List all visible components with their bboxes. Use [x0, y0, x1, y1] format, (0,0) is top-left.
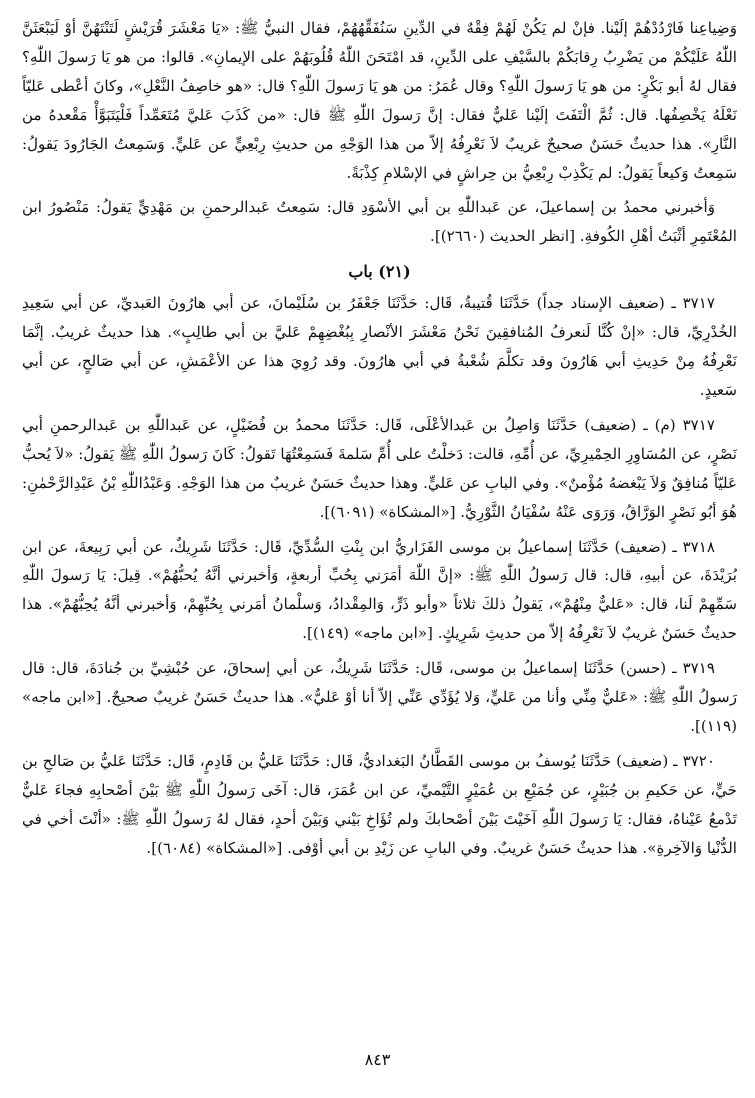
paragraph-narration-note: وَأخبرني محمدُ بن إسماعيلَ، عن عَبداللّٰهِ بن أبي الأسْوَدِ قال: سَمِعتُ عَبدالرحمنِ بن مَهْدِيٍّ يَقولُ: مَنْصُورُ ابن المُعْتَمِرِ أثْبَتُ أهْلِ الكُوفةِ. [انظر الحديث (٢٦٦٠)].: [22, 198, 737, 246]
page-number: ٨٤٣: [364, 1050, 391, 1069]
hadith-3717-m: ٣٧١٧ (م) ـ (ضعيف) حَدَّثَنَا وَاصِلُ بن عَبدالأعْلَى، قَال: حَدَّثَنَا محمدُ بن فُضَيْلٍ، عن عَبداللّٰهِ بن عَبدالرحمنِ أبي نَصْرٍ، عن المُسَاوِرِ الحِمْيرِيِّ، عن أُمِّهِ، قالت: دَخلْتُ على أُمِّ سَلمةَ فَسَمِعْتُهَا تَقولُ: كَانَ رَسولُ اللّٰهِ ﷺ يَقولُ: «لاَ يُحبُّ عَليّاً مُنافِقٌ وَلاَ يَبْغضهُ مُؤْمنٌ». وفي البابِ عن عَليٍّ. وهذا حديثٌ حَسَنٌ غريبٌ من هذا الوَجْهِ. وَعَبْدُاللّٰهِ بْنُ عَبْدِالرَّحْمٰنِ: هُوَ أبُو نَصْرٍ الوَرَّاقُ، وَرَوَى عَنْهُ سُفْيَانُ الثَّوْرِيُّ. [«المشكاة» (٦٠٩١)].: [22, 415, 737, 521]
hadith-3719: ٣٧١٩ ـ (حسن) حَدَّثَنَا إسماعيلُ بن موسى، قَال: حَدَّثَنَا شَرِيكٌ، عن أبي إسحاقَ، عن حُبْشِيِّ بن جُنادَةَ، قال: قال رَسولُ اللّٰهِ ﷺ: «عَليٌّ مِنِّي وأنا من عَليٍّ، وَلا يُؤَدِّي عَنِّي إلاّ أنا أوْ عَليٌّ». هذا حديثٌ حَسَنٌ غريبٌ صحيحٌ. [«ابن ماجه» (١١٩)].: [22, 659, 737, 735]
hadith-3720: ٣٧٢٠ ـ (ضعيف) حَدَّثَنَا يُوسفُ بن موسى القَطَّانُ البَغداديُّ، قَال: حَدَّثَنَا عَليُّ بن قَادِمٍ، قَال: حَدَّثَنَا عَليُّ بن صَالحِ بن حَيٍّ، عن حَكيمِ بن جُبَيْرٍ، عن جُمَيْعِ بن عُمَيْرٍ التَّيْميِّ، عن ابن عُمَرَ، قال: آخَى رَسولُ اللّٰهِ ﷺ بَيْنَ أصْحابِهِ فجاءَ عَليٌّ تَدْمعُ عَيْناهُ، فقال: يَا رَسولَ اللّٰهِ آخَيْتَ بَيْنَ أصْحابكَ ولم تُؤَاخِ بَيْني وَبَيْنَ أحدٍ، فقال لهُ رَسولُ اللّٰهِ ﷺ: «أنْتَ أخي في الدُّنْيا وَالآخِرةِ». هذا حديثٌ حَسَنٌ غريبٌ. وفي البابِ عن زَيْدِ بن أبي أوْفى. [«المشكاة» (٦٠٨٤)].: [22, 751, 737, 857]
hadith-3717: ٣٧١٧ ـ (ضعيف الإسناد جداً) حَدَّثَنَا قُتيبةُ، قَال: حَدَّثَنَا جَعْفَرُ بن سُلَيْمانَ، عن أبي هارُونَ العَبديِّ، عن أبي سَعِيدِ الخُدْرِيِّ، قال: «إنْ كُنَّا لَنعرفُ المُنافقِينَ نَحْنُ مَعْشَرَ الأنْصارِ بِبُغْضِهِمْ عَليَّ بن أبي طالِبٍ». هذا حديثٌ غريبٌ. إنَّمَا نَعْرِفُهُ مِنْ حَدِيثِ أبي هَارُونَ وقد تكلَّمَ شُعْبةُ في أبي هارُونَ. وقد رُوِيَ هذا عن الأعْمَشِ، عن أبي صَالحٍ، عن أبي سَعيدٍ.: [22, 294, 737, 399]
hadith-3718: ٣٧١٨ ـ (ضعيف) حَدَّثَنَا إسماعيلُ بن موسى الفَزَاريُّ ابن بِنْتِ السُّدِّيِّ، قَال: حَدَّثَنَا شَرِيكٌ، عن أبي رَبِيعةَ، عن ابن بُرَيْدَةَ، عن أبيهِ، قال: قال رَسولُ اللّٰهِ ﷺ: «إنَّ اللّٰهَ أمَرَني بِحُبِّ أربعةٍ، وَأخبرني أنَّهُ يُحبُّهُمْ». قِيلَ: يَا رَسولَ اللّٰهِ سَمِّهِمْ لَنا، قال: «عَليٌّ مِنْهُمْ»، يَقولُ ذلكَ ثلاثاً «وأبو ذَرٍّ، وَالمِقْدادُ، وَسلْمانُ أمَرني بِحُبِّهِمْ، وَأخبرني أنَّهُ يُحِبُّهُمْ». هذا حديثٌ حَسَنٌ غريبٌ لاَ نَعْرِفُهُ إلاّ من حديثِ شَرِيكٍ. [«ابن ماجه» (١٤٩)].: [22, 537, 737, 643]
paragraph-continuation: وَضِياعِنا فَارْدُدْهُمْ إلَيْنا. فإنْ لم يَكُنْ لَهُمْ فِقْهٌ في الدِّينِ سَنُفَقِّهُهُمْ، فقال النبيُّ ﷺ: «يَا مَعْشَرَ قُرَيْشٍ لَتَنْتَهُنَّ أوْ لَيَبْعَثَنَّ اللّٰهُ عَلَيْكُمْ من يَضْرِبُ رِقابَكُمْ بالسَّيْفِ على الدِّينِ، قد امْتَحَنَ اللّٰهُ قُلُوبَهُمْ على الإيمانِ». قالوا: من هو يَا رَسولَ اللّٰهِ؟ فقال لهُ أبو بَكْرٍ: من هو يَا رَسولَ اللّٰهِ؟ وقال عُمَرُ: من هو يَا رَسولَ اللّٰهِ؟ قال: «هو خاصِفُ النَّعْلِ»، وكانَ أعْطى عَليّاً نَعْلَهُ يَخْصِفُها. قال: ثُمَّ الْتَفَتَ إلَيْنا عَليٌّ فقال: إنَّ رَسولَ اللّٰهِ ﷺ قال: «من كَذَبَ عَليَّ مُتَعَمِّداً فَلْيَتَبَوَّأْ مَقْعدهُ من النَّارِ». هذا حديثٌ حَسَنٌ صحيحٌ غريبٌ لاَ نَعْرِفُهُ إلاّ من هذا الوَجْهِ من حديثِ رِبْعِيٍّ عن عَليٍّ. وَسَمِعتُ الجَارُودَ يَقولُ: سَمِعتُ وَكيعاً يَقولُ: لم يَكْذِبْ رِبْعِيُّ بن حِراشٍ في الإسْلامِ كِذْبَةً.: [22, 19, 737, 182]
section-heading: (٢١) باب: [348, 262, 411, 282]
